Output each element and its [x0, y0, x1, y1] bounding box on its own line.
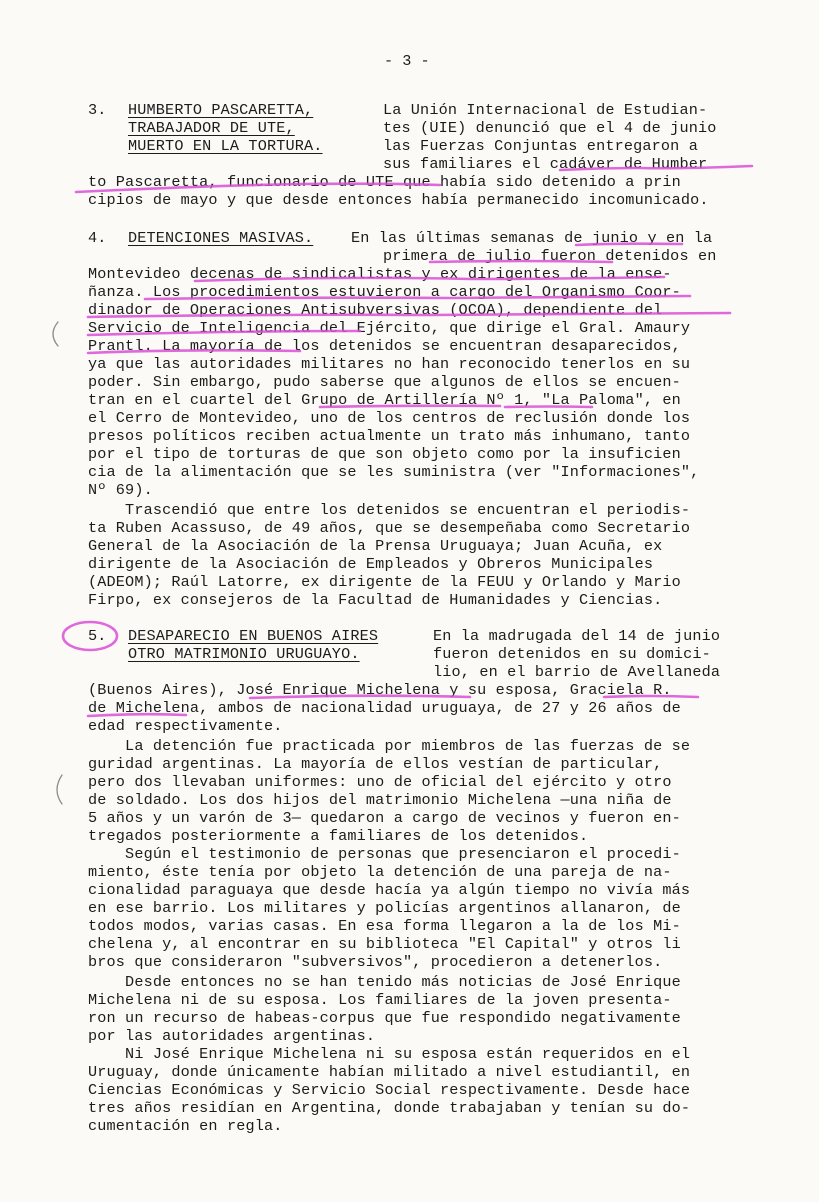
section-heading-line: OTRO MATRIMONIO URUGUAYO. [128, 645, 360, 663]
body-line: ron un recurso de habeas-corpus que fue respondido negativamente [88, 1009, 681, 1027]
body-line: de soldado. Los dos hijos del matrimonio Michelena —una niña de [88, 791, 672, 809]
body-line: de Michelena, ambos de nacionalidad uruguaya, de 27 y 26 años de [88, 699, 681, 717]
body-line: Servicio de Inteligencia del Ejército, que dirige el Gral. Amaury [88, 319, 691, 337]
body-line: poder. Sin embargo, pudo saberse que algunos de ellos se encuen- [88, 373, 681, 391]
body-line: pero dos llevaban uniformes: uno de oficial del ejército y otro [88, 773, 672, 791]
body-line: en ese barrio. Los militares y policías argentinos allanaron, de [88, 899, 681, 917]
body-line: Uruguay, donde únicamente habían militado a nivel estudiantil, en [88, 1063, 691, 1081]
body-line: En las últimas semanas de junio y en la [351, 229, 713, 247]
body-line: ya que las autoridades militares no han reconocido tenerlos en su [88, 355, 691, 373]
body-line: tran en el cuartel del Grupo de Artillería Nº 1, "La Paloma", en [88, 391, 681, 409]
body-line: (Buenos Aires), José Enrique Michelena y su esposa, Graciela R. [88, 681, 672, 699]
body-line: ta Ruben Acassuso, de 49 años, que se desempeñaba como Secretario [88, 519, 691, 537]
body-line: tregados posteriormente a familiares de los detenidos. [88, 827, 589, 845]
body-line: todos modos, varias casas. En esa forma llegaron a la de los Mi- [88, 917, 681, 935]
body-line: cipios de mayo y que desde entonces había permanecido incomunicado. [88, 191, 709, 209]
body-line: Firpo, ex consejeros de la Facultad de Humanidades y Ciencias. [88, 591, 663, 609]
body-line: Nº 69). [88, 481, 153, 499]
body-line: por el tipo de torturas de que son objeto como por la insuficien [88, 445, 681, 463]
body-line: presos políticos reciben actualmente un trato más inhumano, tanto [88, 427, 691, 445]
body-line: fueron detenidos en su domici- [433, 645, 711, 663]
body-line: chelena y, al encontrar en su biblioteca "El Capital" y otros li [88, 935, 681, 953]
body-line: En la madrugada del 14 de junio [433, 627, 721, 645]
body-line: Ni José Enrique Michelena ni su esposa están requeridos en el [88, 1045, 691, 1063]
body-line: cia de la alimentación que se les suministra (ver "Informaciones", [88, 463, 700, 481]
body-line: La Unión Internacional de Estudian- [383, 101, 708, 119]
body-line: lio, en el barrio de Avellaneda [433, 663, 721, 681]
body-line: Según el testimonio de personas que presenciaron el procedi- [88, 845, 681, 863]
body-line: ñanza. Los procedimientos estuvieron a cargo del Organismo Coor- [88, 283, 681, 301]
body-line: edad respectivamente. [88, 717, 283, 735]
body-line: por las autoridades argentinas. [88, 1027, 376, 1045]
body-line: General de la Asociación de la Prensa Uruguaya; Juan Acuña, ex [88, 537, 663, 555]
margin-paren [57, 775, 62, 804]
body-line: Prantl. La mayoría de los detenidos se encuentran desaparecidos, [88, 337, 681, 355]
body-line: Desde entonces no se han tenido más noticias de José Enrique [88, 973, 681, 991]
body-line: el Cerro de Montevideo, uno de los centros de reclusión donde los [88, 409, 691, 427]
body-line: sus familiares el cadáver de Humber [383, 155, 708, 173]
section-number: 3. [88, 101, 107, 119]
body-line: dirigente de la Asociación de Empleados y Obreros Municipales [88, 555, 654, 573]
body-line: to Pascaretta, funcionario de UTE que había sido detenido a prin [88, 173, 681, 191]
body-line: Trascendió que entre los detenidos se encuentran el periodis- [88, 501, 691, 519]
body-line: primera de julio fueron detenidos en [383, 247, 717, 265]
section-number: 5. [88, 627, 107, 645]
section-heading-line: HUMBERTO PASCARETTA, [128, 101, 314, 119]
body-line: guridad argentinas. La mayoría de ellos vestían de particular, [88, 755, 663, 773]
body-line: (ADEOM); Raúl Latorre, ex dirigente de la FEUU y Orlando y Mario [88, 573, 681, 591]
body-line: las Fuerzas Conjuntas entregaron a [383, 137, 698, 155]
body-line: dinador de Operaciones Antisubversivas (OCOA), dependiente del [88, 301, 663, 319]
body-line: cumentación en regla. [88, 1117, 283, 1135]
section-heading-line: TRABAJADOR DE UTE, [128, 119, 295, 137]
body-line: tres años residían en Argentina, donde trabajaban y tenían su do- [88, 1099, 691, 1117]
body-line: Montevideo decenas de sindicalistas y ex dirigentes de la ense- [88, 265, 672, 283]
section-heading-line: DETENCIONES MASIVAS. [128, 229, 314, 247]
section-heading-line: DESAPARECIO EN BUENOS AIRES [128, 627, 379, 645]
section-heading-line: MUERTO EN LA TORTURA. [128, 137, 323, 155]
body-line: miento, éste tenía por objeto la detención de una pareja de na- [88, 863, 672, 881]
body-line: Michelena ni de su esposa. Los familiares de la joven presenta- [88, 991, 672, 1009]
margin-paren [53, 322, 58, 346]
body-line: La detención fue practicada por miembros de las fuerzas de se [88, 737, 691, 755]
body-line: tes (UIE) denunció que el 4 de junio [383, 119, 717, 137]
page-number: - 3 - [384, 52, 430, 70]
section-number: 4. [88, 229, 107, 247]
body-line: 5 años y un varón de 3— quedaron a cargo de vecinos y fueron en- [88, 809, 681, 827]
body-line: Ciencias Económicas y Servicio Social respectivamente. Desde hace [88, 1081, 691, 1099]
body-line: cionalidad paraguaya que desde hacía ya algún tiempo no vivía más [88, 881, 691, 899]
body-line: bros que consideraron "subversivos", procedieron a detenerlos. [88, 953, 663, 971]
